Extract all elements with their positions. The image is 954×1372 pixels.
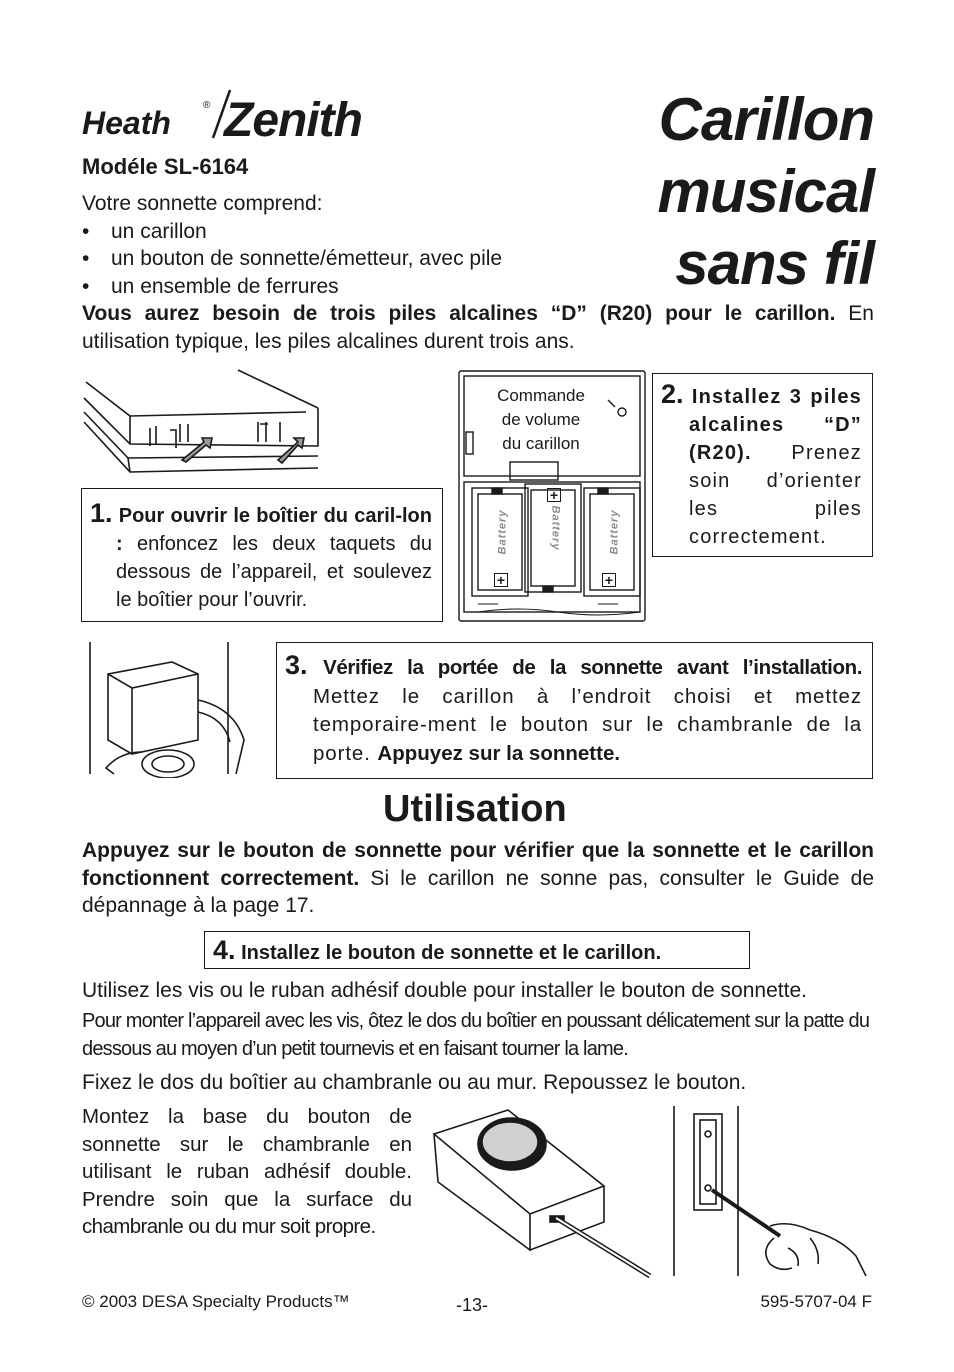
volume-label-line-2: de volume bbox=[501, 410, 581, 429]
logo-zenith: Zenith bbox=[224, 94, 362, 140]
step-2-heading: Installez 3 piles alcalines “D” (R20). bbox=[689, 386, 862, 464]
footer-part-number: 595-5707-04 F bbox=[760, 1292, 872, 1311]
battery-label-1: Battery bbox=[496, 509, 509, 555]
list-item: • un bouton de sonnette/émetteur, avec pile bbox=[82, 245, 582, 273]
contents-lead: Votre sonnette comprend: bbox=[82, 192, 323, 215]
contents-list bbox=[82, 218, 582, 301]
paragraph-remove-back: Pour monter l’appareil avec les vis, ôtez le dos du boîtier en poussant délicatement sur la patte du dessous au moyen d’un petit tournevis et en faisant tourner la lame. bbox=[82, 1010, 870, 1060]
step-2-text bbox=[661, 380, 862, 551]
footer-page-number: -13- bbox=[456, 1295, 489, 1315]
figure-button-screwdriver bbox=[430, 1104, 658, 1278]
battery-plus-3: + bbox=[602, 573, 616, 587]
step-1-text bbox=[90, 499, 432, 614]
step-3-emphasis: Appuyez sur la sonnette. bbox=[377, 741, 621, 765]
package-contents bbox=[82, 190, 582, 300]
step-2-number: 2. bbox=[661, 379, 684, 409]
paragraph-mount-base bbox=[82, 1103, 412, 1241]
step-1-box bbox=[81, 488, 443, 622]
footer-copyright: © 2003 DESA Specialty Products™ bbox=[82, 1292, 350, 1311]
batteries-note-bold: Vous aurez besoin de trois piles alcalines “D” (R20) pour le carillon. bbox=[82, 302, 836, 325]
figure-open-case bbox=[80, 368, 322, 480]
utilisation-bold: Appuyez sur le bouton de sonnette pour vérifier que la sonnette et le carillon fonctionnent correctement. bbox=[82, 839, 874, 890]
battery-plus-2: + bbox=[547, 488, 561, 502]
volume-label-line-1: Commande bbox=[497, 386, 585, 405]
volume-control-label bbox=[478, 384, 604, 456]
paragraph-attach-back: Fixez le dos du boîtier au chambranle ou au mur. Repoussez le bouton. bbox=[82, 1071, 747, 1094]
list-item: • un carillon bbox=[82, 218, 582, 246]
step-2-body: Prenez soin d’orienter les piles correctement. bbox=[689, 442, 862, 548]
page-title bbox=[658, 84, 874, 300]
batteries-note-normal: En utilisation typique, les piles alcalines durent trois ans. bbox=[82, 302, 874, 353]
model-number: Modéle SL-6164 bbox=[82, 154, 249, 179]
batteries-note bbox=[82, 300, 874, 355]
utilisation-normal: Si le carillon ne sonne pas, consulter le Guide de dépannage à la page 17. bbox=[82, 866, 874, 917]
step-3-box bbox=[276, 642, 873, 779]
list-item: • un ensemble de ferrures bbox=[82, 273, 582, 301]
volume-label-line-3: du carillon bbox=[502, 434, 580, 453]
title-line-1: Carillon bbox=[658, 86, 874, 153]
figure-chime-batteries bbox=[458, 370, 646, 622]
step-3-text bbox=[285, 651, 862, 768]
mount-base-text: Montez la base du bouton de sonnette sur le chambranle en utilisant le ruban adhésif double. Prendre soin que la surface du bbox=[82, 1105, 412, 1211]
battery-label-3: Battery bbox=[608, 509, 621, 555]
step-3-number: 3. bbox=[285, 650, 308, 680]
section-heading-utilisation: Utilisation bbox=[383, 788, 567, 830]
paragraph-screws-or-tape: Utilisez les vis ou le ruban adhésif double pour installer le bouton de sonnette. bbox=[82, 979, 807, 1002]
step-2-box bbox=[652, 373, 873, 557]
step-4-number: 4. bbox=[213, 935, 236, 965]
step-4-heading: Installez le bouton de sonnette et le carillon. bbox=[241, 942, 662, 964]
logo-heath: Heath bbox=[82, 105, 171, 140]
figure-frame-screwdriver bbox=[670, 1104, 874, 1278]
logo-registered-mark: ® bbox=[203, 100, 211, 111]
figure-range-test bbox=[86, 640, 258, 778]
utilisation-paragraph bbox=[82, 837, 874, 920]
brand-logo bbox=[82, 88, 412, 140]
title-line-3: sans fil bbox=[675, 230, 874, 297]
step-3-heading: Vérifiez la portée de la sonnette avant l’installation. bbox=[323, 656, 862, 679]
title-line-2: musical bbox=[657, 158, 874, 225]
mount-base-text-last: chambranle ou du mur soit propre. bbox=[82, 1215, 376, 1238]
step-1-heading: Pour ouvrir le boîtier du caril-lon : bbox=[116, 505, 432, 555]
battery-label-2: Battery bbox=[549, 505, 562, 551]
battery-plus-1: + bbox=[494, 573, 508, 587]
step-4-box bbox=[204, 931, 750, 969]
step-3-body: Mettez le carillon à l’endroit choisi et mettez temporaire-ment le bouton sur le chambranle de la porte. bbox=[313, 684, 862, 765]
step-1-number: 1. bbox=[90, 498, 113, 528]
step-1-body: enfoncez les deux taquets du dessous de l’appareil, et soulevez le boîtier pour l’ouvrir. bbox=[116, 533, 432, 611]
